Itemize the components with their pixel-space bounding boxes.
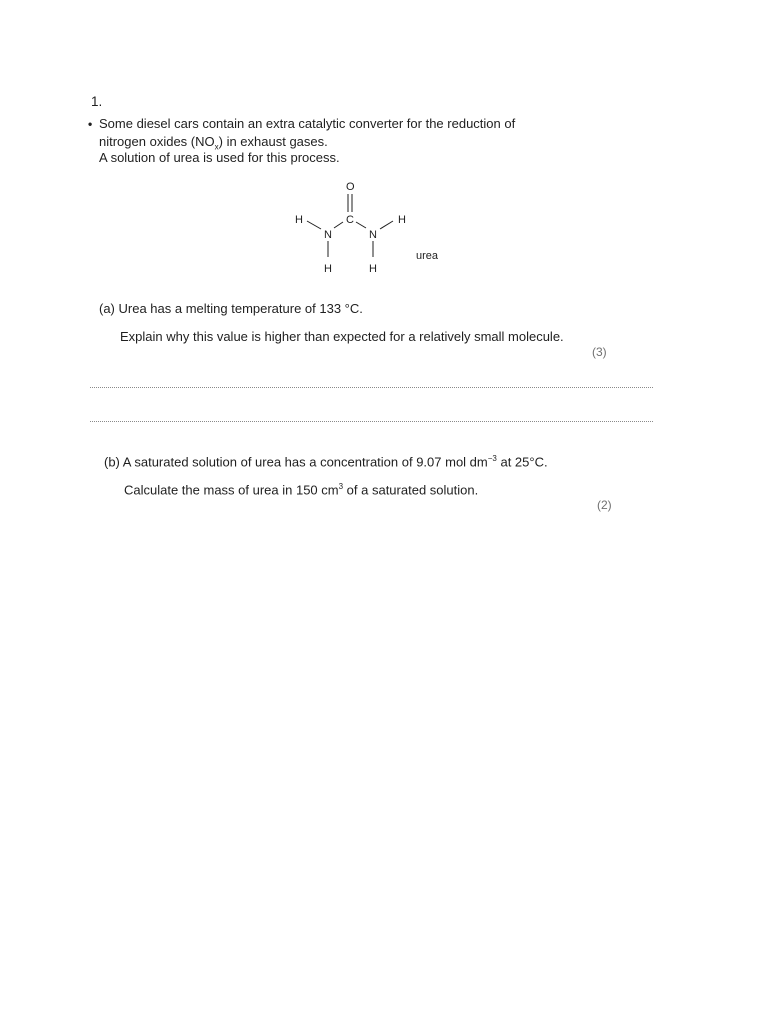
atom-hydrogen-right: H bbox=[398, 214, 406, 226]
intro-line-2-text-end: ) in exhaust gases. bbox=[218, 134, 328, 149]
bond-h-n-left bbox=[307, 221, 321, 229]
molecule-label: urea bbox=[416, 250, 439, 262]
intro-line-2 bbox=[99, 134, 328, 152]
intro-line-1: Some diesel cars contain an extra catalytic converter for the reduction of bbox=[99, 116, 516, 131]
atom-hydrogen-bottom-right: H bbox=[369, 263, 377, 275]
intro-line-2-text: nitrogen oxides (NO bbox=[99, 134, 215, 149]
bullet-marker: • bbox=[88, 117, 93, 131]
urea-structure-diagram bbox=[280, 175, 460, 280]
part-b-marks: (2) bbox=[597, 498, 612, 512]
part-b-question bbox=[124, 482, 478, 497]
part-b-statement bbox=[104, 454, 548, 469]
atom-hydrogen-left: H bbox=[295, 214, 303, 226]
part-b-statement-text: (b) A saturated solution of urea has a concentration of 9.07 mol dm bbox=[104, 454, 488, 470]
answer-line-2[interactable] bbox=[90, 421, 653, 422]
atom-nitrogen-left: N bbox=[324, 229, 332, 241]
intro-line-2-subscript: x bbox=[214, 142, 219, 152]
part-b-question-superscript: 3 bbox=[338, 482, 344, 491]
part-b-statement-superscript: −3 bbox=[487, 454, 497, 463]
bond-c-n-right bbox=[356, 222, 366, 228]
bond-c-n-left bbox=[334, 222, 343, 228]
atom-carbon: C bbox=[346, 214, 354, 226]
part-b-statement-text-end: at 25°C. bbox=[496, 454, 548, 470]
part-b-question-text: Calculate the mass of urea in 150 cm bbox=[124, 482, 339, 498]
question-number: 1. bbox=[91, 94, 103, 109]
answer-line-1[interactable] bbox=[90, 387, 653, 388]
intro-line-3: A solution of urea is used for this process. bbox=[99, 150, 340, 165]
atom-oxygen: O bbox=[346, 181, 355, 193]
bond-n-h-right bbox=[380, 221, 393, 229]
part-b-question-text-end: of a saturated solution. bbox=[343, 482, 479, 498]
part-a-marks: (3) bbox=[592, 345, 607, 359]
atom-nitrogen-right: N bbox=[369, 229, 377, 241]
part-a-statement: (a) Urea has a melting temperature of 133 °C. bbox=[99, 301, 363, 316]
atom-hydrogen-bottom-left: H bbox=[324, 263, 332, 275]
part-a-question: Explain why this value is higher than expected for a relatively small molecule. bbox=[120, 329, 564, 344]
